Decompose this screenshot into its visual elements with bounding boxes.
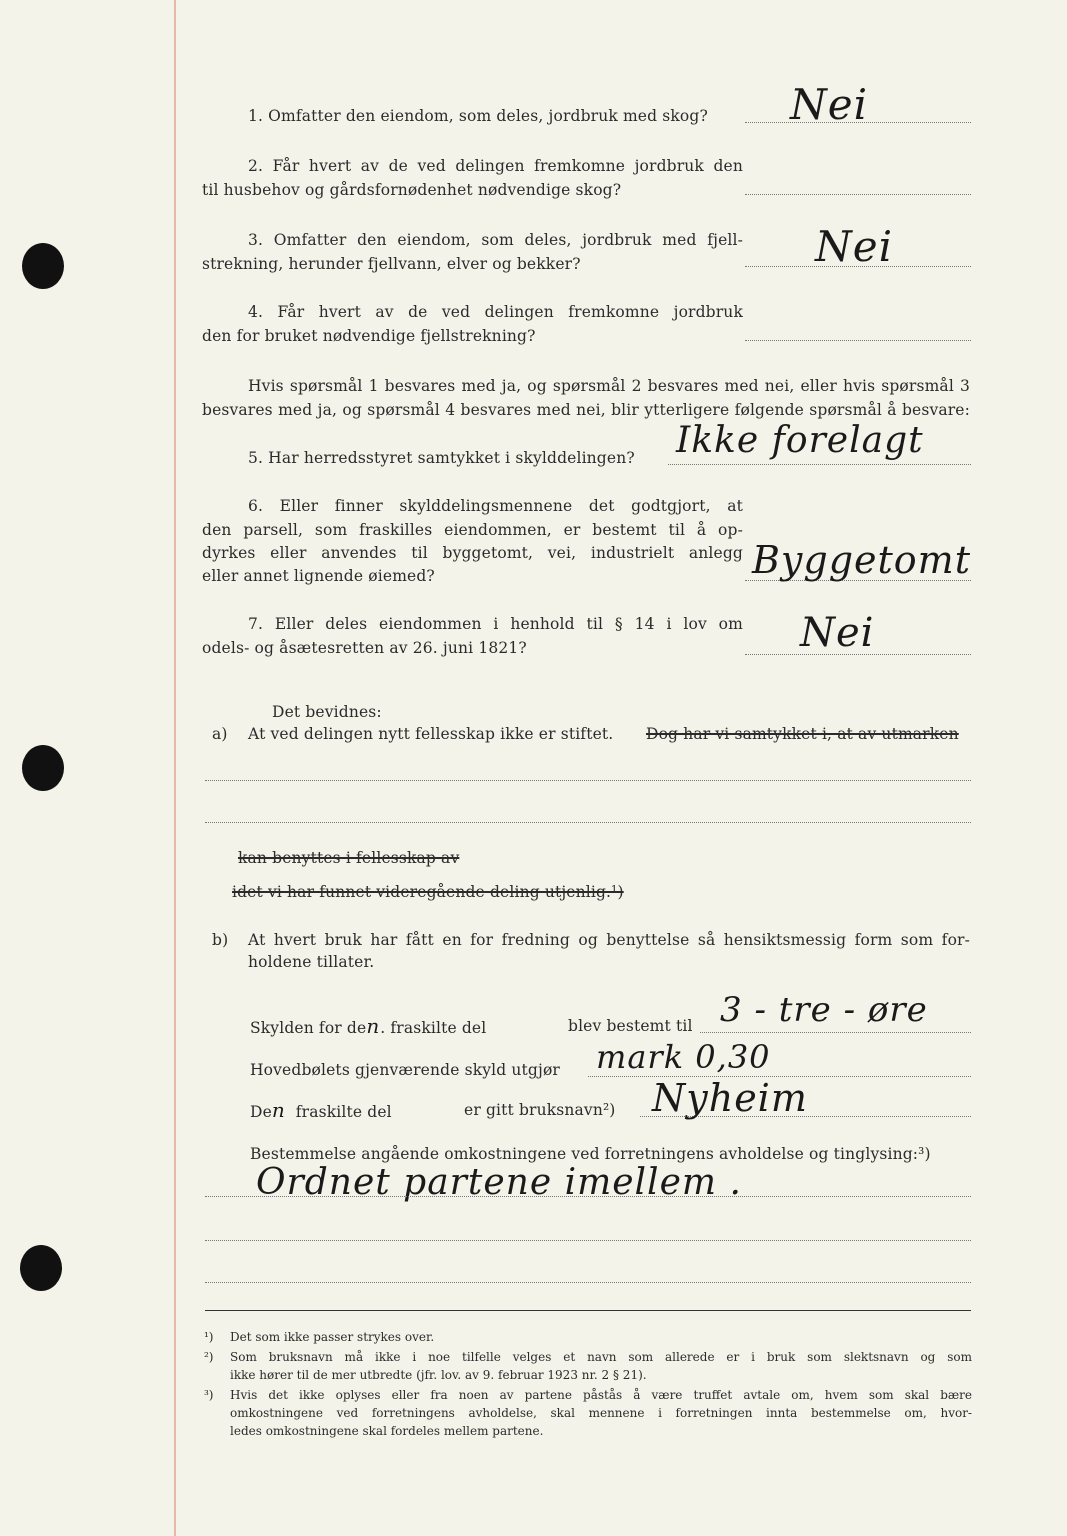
footnote-1 [204, 1328, 435, 1346]
certification-heading: Det bevidnes: [272, 703, 382, 721]
answer-line-4 [745, 340, 971, 341]
bruk-label-2: er gitt bruksnavn²) [464, 1101, 616, 1119]
question-2-line-1: 2. Får hvert av de ved delingen fremkomne jordbruk den [248, 157, 743, 175]
hovedbol-label: Hovedbølets gjenværende skyld utgjør [250, 1061, 560, 1079]
item-a-text: At ved delingen nytt fellesskap ikke er stiftet. [248, 725, 614, 743]
skyld-middle: . fraskilte del [380, 1019, 487, 1037]
bruk-prefix: De [250, 1103, 272, 1121]
condition-line-2: besvares med ja, og spørsmål 4 besvares med nei, blir ytterligere følgende spørsmål å besvare: [202, 401, 970, 419]
answer-6: Byggetomt [752, 538, 971, 582]
blank-line-a1 [205, 780, 971, 781]
footnote-1-mark: ¹) [204, 1330, 214, 1344]
skyld-prefix: Skylden for de [250, 1019, 367, 1037]
question-7-line-2: odels- og åsætesretten av 26. juni 1821? [202, 639, 527, 657]
question-3-line-2: strekning, herunder fjellvann, elver og bekker? [202, 255, 581, 273]
skyld-label-2: blev bestemt til [568, 1017, 693, 1035]
omk-line-3 [205, 1282, 971, 1283]
question-5-line-1: 5. Har herredsstyret samtykket i skylddelingen? [248, 449, 635, 467]
skyld-label [250, 1016, 486, 1038]
footnote-rule [205, 1310, 971, 1311]
item-a-label: a) [212, 725, 228, 743]
answer-1: Nei [790, 80, 869, 129]
item-a-struck-text: Dog har vi samtykket i, at av utmarken [646, 725, 959, 743]
skyld-hand-suffix: n [366, 1014, 381, 1038]
item-b-line-2: holdene tillater. [248, 953, 375, 971]
question-4-line-2: den for bruket nødvendige fjellstrekning? [202, 327, 536, 345]
answer-5: Ikke forelagt [676, 420, 924, 461]
item-b-label: b) [212, 931, 229, 949]
footnote-2 [204, 1348, 972, 1384]
punch-hole [20, 1245, 62, 1291]
question-6-line-3: dyrkes eller anvendes til byggetomt, vei, industrielt anlegg [202, 544, 743, 562]
answer-line-2 [745, 194, 971, 195]
footnote-2-line-1: Som bruksnavn må ikke i noe tilfelle velges et navn som allerede er i bruk som slektsnavn og som [230, 1350, 972, 1364]
bruk-value: Nyheim [652, 1076, 808, 1120]
answer-line-5 [668, 464, 971, 465]
footnote-2-line-2: ikke hører til de mer utbredte (jfr. lov. av 9. februar 1923 nr. 2 § 21). [230, 1368, 647, 1382]
struck-line-1: kan benyttes i fellesskap av [238, 849, 460, 867]
omk-line-2 [205, 1240, 971, 1241]
hovedbol-value: mark 0,30 [596, 1038, 771, 1076]
question-4-line-1: 4. Får hvert av de ved delingen fremkomne jordbruk [248, 303, 743, 321]
bruk-middle: fraskilte del [295, 1103, 392, 1121]
question-6-line-4: eller annet lignende øiemed? [202, 567, 435, 585]
footnote-1-line-1: Det som ikke passer strykes over. [230, 1330, 435, 1344]
item-b-line-1: At hvert bruk har fått en for fredning og benyttelse så hensiktsmessig form som for- [248, 931, 970, 949]
footnote-3-line-2: omkostningene ved forretningens avholdelse, skal mennene i forretningen innta bestemmelse om, hvor- [230, 1406, 972, 1420]
footnote-3-mark: ³) [204, 1388, 214, 1402]
footnote-3-line-3: ledes omkostningene skal fordeles mellem partene. [230, 1424, 544, 1438]
margin-rule [174, 0, 176, 1536]
punch-hole [22, 243, 64, 289]
omkostninger-value: Ordnet partene imellem . [256, 1162, 742, 1203]
blank-line-a2 [205, 822, 971, 823]
question-3-line-1: 3. Omfatter den eiendom, som deles, jordbruk med fjell- [248, 231, 743, 249]
footnote-3 [204, 1386, 972, 1440]
omk-line-1 [205, 1196, 971, 1197]
question-7-line-1: 7. Eller deles eiendommen i henhold til § 14 i lov om [248, 615, 743, 633]
bruk-label [250, 1100, 392, 1122]
skyld-value: 3 - tre - øre [720, 990, 928, 1030]
answer-7: Nei [800, 610, 875, 656]
bruk-hand-suffix: n [271, 1098, 286, 1122]
footnote-3-line-1: Hvis det ikke oplyses eller fra noen av partene påstås å være truffet avtale om, hvem som skal bære [230, 1388, 972, 1402]
question-6-line-1: 6. Eller finner skylddelingsmennene det godtgjort, at [248, 497, 743, 515]
skyld-value-line [700, 1032, 971, 1033]
footnote-2-mark: ²) [204, 1350, 214, 1364]
question-6-line-2: den parsell, som fraskilles eiendommen, er bestemt til å op- [202, 521, 743, 539]
punch-hole [22, 745, 64, 791]
condition-line-1: Hvis spørsmål 1 besvares med ja, og spørsmål 2 besvares med nei, eller hvis spørsmål 3 [248, 377, 970, 395]
omkostninger-label: Bestemmelse angående omkostningene ved forretningens avholdelse og tinglysing:³) [250, 1145, 931, 1163]
answer-3: Nei [815, 222, 894, 271]
struck-line-2: idet vi har funnet videregående deling utjenlig.¹) [232, 883, 624, 901]
question-1-line-1: 1. Omfatter den eiendom, som deles, jordbruk med skog? [248, 107, 708, 125]
question-2-line-2: til husbehov og gårdsfornødenhet nødvendige skog? [202, 181, 622, 199]
